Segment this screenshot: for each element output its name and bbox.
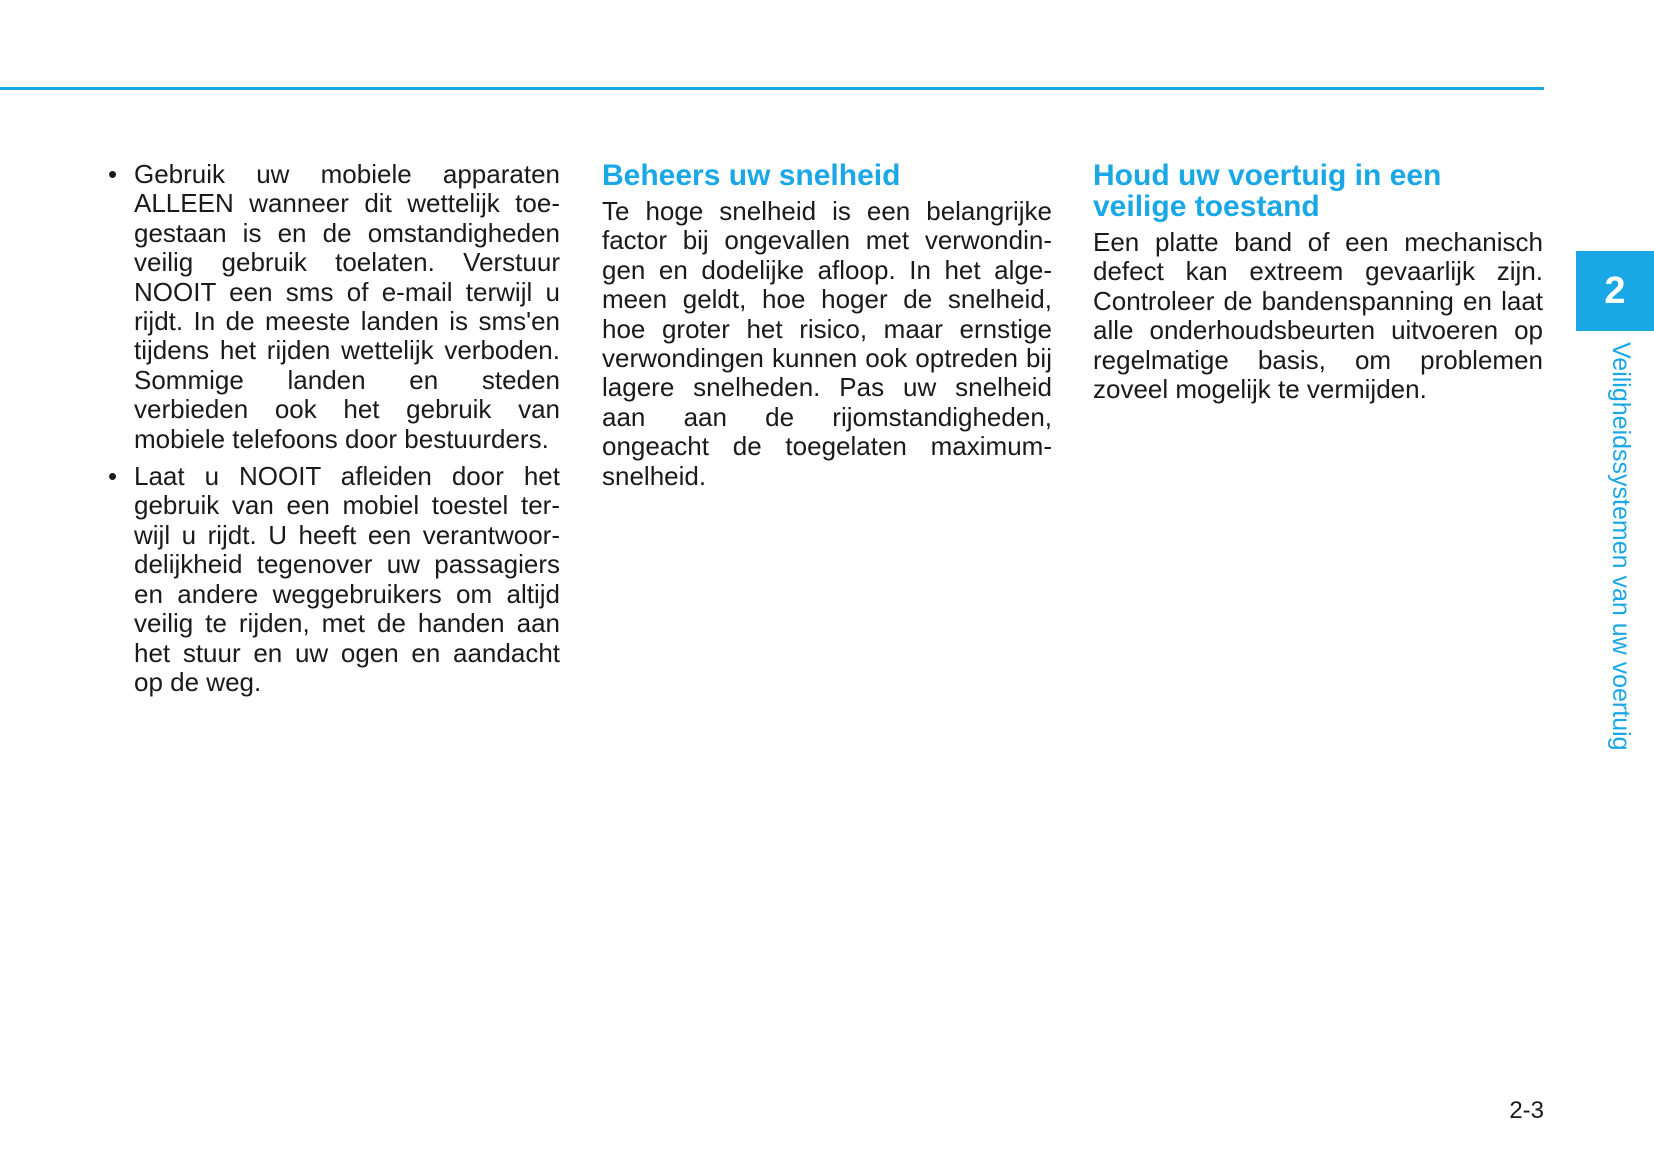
- section-heading-speed: Beheers uw snelheid: [602, 159, 901, 192]
- section-heading-vehicle-condition: Houd uw voertuig in een veilige toestand: [1093, 159, 1442, 223]
- page-number: 2-3: [1509, 1097, 1544, 1124]
- bullet-text: Gebruik uw mobiele apparaten ALLEEN wanneer dit wettelijk toegestaan is en de omstandigheden veilig gebruik toelaten. Verstuur NOOIT een sms of e-mail terwijl u rijdt. In de meeste landen is sms'en tijdens het rijden wettelijk verboden. Sommige landen en steden verbieden ook het gebruik van mobiele telefoons door bestuurders.: [134, 159, 560, 454]
- chapter-title-vertical: Veiligheidssystemen van uw voertuig: [1607, 342, 1635, 751]
- bullet-list: [108, 160, 560, 697]
- list-item: [108, 462, 560, 697]
- list-item: [108, 160, 560, 454]
- column-1: [108, 160, 560, 705]
- bullet-text: Laat u NOOIT afleiden door het gebruik van een mobiel toestel terwijl u rijdt. U heeft een verantwoordelijkheid tegenover uw passagiers en andere weggebruikers om altijd veilig te rijden, met de handen aan het stuur en uw ogen en aandacht op de weg.: [134, 461, 560, 697]
- column-2: [602, 160, 1052, 491]
- column-3: [1093, 160, 1543, 404]
- header-rule: [0, 87, 1544, 90]
- bullet-dot-icon: •: [108, 159, 118, 189]
- bullet-dot-icon: •: [108, 461, 118, 492]
- chapter-number-tab: 2: [1576, 251, 1654, 331]
- section-body-speed: Te hoge snelheid is een belangrijke factor bij ongevallen met verwondingen en dodelijke afloop. In het algemeen geldt, hoe hoger de snelheid, hoe groter het risico, maar ernstige verwondingen kunnen ook optreden bij lagere snelheden. Pas uw snelheid aan aan de rijomstandigheden, ongeacht de toegelaten maximumsnelheid.: [602, 196, 1052, 491]
- section-body-vehicle-condition: Een platte band of een mechanisch defect kan extreem gevaarlijk zijn. Controleer de bandenspanning en laat alle onderhoudsbeurten uitvoeren op regelmatige basis, om problemen zoveel mogelijk te vermijden.: [1093, 227, 1543, 405]
